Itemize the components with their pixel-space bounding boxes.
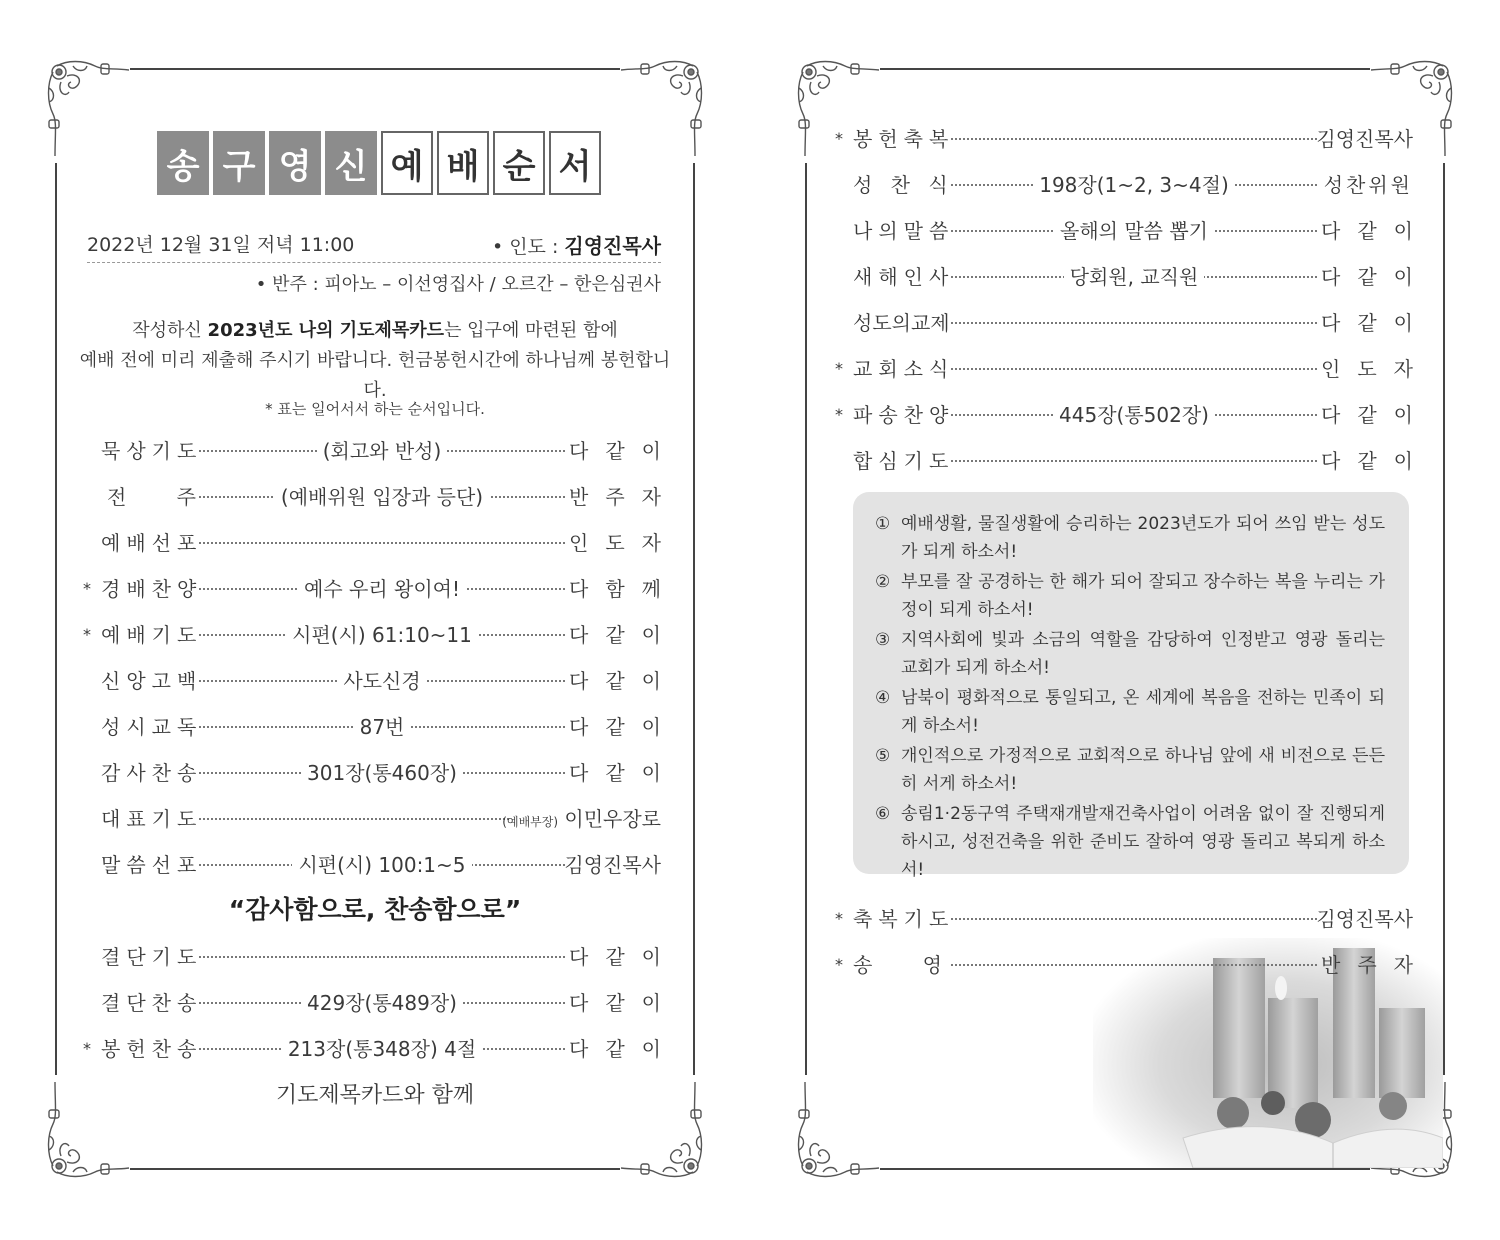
- order-item: [835, 400, 1413, 430]
- order-item: [83, 804, 661, 834]
- dotted-leader: [199, 542, 565, 544]
- by-char: 같: [605, 761, 625, 785]
- prayer-number: ④: [875, 688, 891, 708]
- prayer-item: [875, 800, 1385, 884]
- order-item: [83, 666, 661, 696]
- order-item: [835, 262, 1413, 292]
- order-name: 합심기도: [853, 449, 955, 473]
- prayer-item: [875, 510, 1385, 566]
- standing-mark: *: [835, 909, 843, 928]
- by-char: 다: [569, 715, 589, 739]
- order-by: [1321, 446, 1413, 476]
- frame-line: [880, 1168, 1370, 1170]
- by-char: 이: [641, 439, 661, 463]
- by-char: 함: [605, 577, 625, 601]
- by-char: 자: [641, 485, 661, 509]
- order-item: [835, 950, 1413, 980]
- order-detail-text: 87번: [354, 715, 411, 739]
- order-detail-text: 올해의 말씀 뽑기: [1054, 219, 1214, 243]
- prayer-number: ②: [875, 572, 891, 592]
- order-detail: [199, 988, 565, 1018]
- prayer-item: [875, 684, 1385, 740]
- order-detail: [951, 170, 1317, 200]
- order-item: [835, 216, 1413, 246]
- order-name: 새해인사: [853, 265, 955, 289]
- frame-line: [130, 1168, 620, 1170]
- prayer-item: [875, 626, 1385, 682]
- order-item: [83, 988, 661, 1018]
- by-char: 다: [569, 1037, 589, 1061]
- order-name: 예배기도: [101, 623, 203, 647]
- order-by: [569, 620, 661, 650]
- order-detail: [199, 712, 565, 742]
- order-name: 결단찬송: [101, 991, 203, 1015]
- order-by: [569, 942, 661, 972]
- by-char: 같: [605, 715, 625, 739]
- by-char: 같: [1357, 219, 1377, 243]
- accompaniment: • 반주 : 피아노 – 이선영집사 / 오르간 – 한은심권사: [255, 274, 661, 295]
- by-char: 인: [569, 531, 589, 555]
- by-char: 자: [1393, 357, 1413, 381]
- leader-name: 김영진목사: [564, 234, 661, 258]
- order-item: [83, 758, 661, 788]
- by-char: 반: [1321, 953, 1341, 977]
- by-char: 다: [569, 945, 589, 969]
- order-detail: [951, 216, 1317, 246]
- by-char: 다: [1321, 265, 1341, 289]
- prayer-text: 예배생활, 물질생활에 승리하는 2023년도가 되어 쓰임 받는 성도가 되게 하소서!: [901, 514, 1385, 562]
- order-by: 성찬위원: [1323, 173, 1413, 197]
- standing-mark: *: [835, 405, 843, 424]
- divider: [87, 262, 661, 263]
- order-detail-text: 445장(통502장): [1053, 403, 1215, 427]
- order-name: 감사찬송: [101, 761, 203, 785]
- order-detail-text: 당회원, 교직원: [1064, 265, 1205, 289]
- frame-line: [693, 163, 695, 1075]
- by-char: 이: [641, 715, 661, 739]
- order-by: [569, 712, 661, 742]
- prayer-number: ①: [875, 514, 891, 534]
- prayer-text: 지역사회에 빛과 소금의 역할을 감당하여 인정받고 영광 돌리는 교회가 되게 하소서!: [901, 630, 1385, 678]
- order-detail-text: (예배위원 입장과 등단): [275, 485, 489, 509]
- by-char: 같: [1357, 449, 1377, 473]
- order-name: 경배찬양: [101, 577, 203, 601]
- order-by: [1321, 262, 1413, 292]
- order-by: 김영진목사: [564, 853, 661, 877]
- order-by: [569, 666, 661, 696]
- order-by: [1321, 308, 1413, 338]
- order-detail: [199, 620, 565, 650]
- frame-line: [880, 68, 1370, 70]
- order-name: 송 영: [853, 953, 942, 977]
- by-char: 이: [641, 945, 661, 969]
- by-char: 이: [641, 761, 661, 785]
- by-char: 다: [1321, 219, 1341, 243]
- person-name: 이민우장로: [564, 807, 661, 831]
- dotted-leader: [951, 460, 1317, 462]
- by-char: 같: [1357, 403, 1377, 427]
- dotted-leader: [951, 368, 1317, 370]
- title-char: 송: [157, 131, 209, 195]
- order-name: 성시교독: [101, 715, 203, 739]
- by-char: 이: [641, 991, 661, 1015]
- notice-line: 예배 전에 미리 제출해 주시기 바랍니다. 헌금봉헌시간에 하나님께 봉헌합니다.: [79, 350, 671, 401]
- ornament-corner-icon: [43, 58, 131, 158]
- service-date: 2022년 12월 31일 저녁 11:00: [87, 234, 355, 256]
- order-detail-text: 198장(1~2, 3~4절): [1033, 173, 1235, 197]
- by-char: 이: [1393, 219, 1413, 243]
- title-char: 배: [437, 131, 489, 195]
- order-detail: [199, 666, 565, 696]
- title-char: 영: [269, 131, 321, 195]
- sermon-title: “감사함으로, 찬송함으로”: [228, 895, 522, 924]
- prayer-text: 남북이 평화적으로 통일되고, 온 세계에 복음을 전하는 민족이 되게 하소서!: [901, 688, 1385, 736]
- order-name: 교회소식: [853, 357, 955, 381]
- page-title: [157, 131, 601, 195]
- ornament-corner-icon: [619, 58, 707, 158]
- order-by: [569, 758, 661, 788]
- by-char: 같: [605, 945, 625, 969]
- ornament-corner-icon: [793, 1080, 881, 1180]
- order-name: 신앙고백: [101, 669, 203, 693]
- frame-line: [805, 163, 807, 1075]
- standing-note: * 표는 일어서서 하는 순서입니다.: [265, 400, 485, 418]
- order-detail-text: 시편(시) 61:10~11: [286, 623, 478, 647]
- order-detail: [199, 758, 565, 788]
- order-item: [835, 446, 1413, 476]
- order-by: [1321, 216, 1413, 246]
- order-item: [835, 308, 1413, 338]
- order-by: [569, 1034, 661, 1064]
- dotted-leader: [951, 918, 1317, 920]
- by-char: 다: [569, 669, 589, 693]
- order-detail-text: 213장(통348장) 4절: [282, 1037, 482, 1061]
- order-item: [83, 712, 661, 742]
- by-char: 이: [641, 669, 661, 693]
- order-item: [83, 528, 661, 558]
- frame-line: [55, 163, 57, 1075]
- by-char: 이: [1393, 311, 1413, 335]
- prayer-number: ⑤: [875, 746, 891, 766]
- by-char: 같: [605, 623, 625, 647]
- dotted-leader: [199, 956, 565, 958]
- by-char: 이: [641, 1037, 661, 1061]
- standing-mark: *: [83, 625, 91, 644]
- order-item: [835, 354, 1413, 384]
- order-item: [83, 436, 661, 466]
- order-by: [1321, 400, 1413, 430]
- prayer-topics-box: [853, 492, 1409, 880]
- order-by: [1321, 354, 1413, 384]
- service-info: [87, 230, 661, 260]
- order-by: [569, 574, 661, 604]
- order-name: 성도의교제: [853, 311, 950, 335]
- left-page: [55, 68, 695, 1170]
- order-detail: [951, 262, 1317, 292]
- order-name: 결단기도: [101, 945, 203, 969]
- title-char: 순: [493, 131, 545, 195]
- by-char: 주: [605, 485, 625, 509]
- order-item: [83, 1034, 661, 1064]
- by-char: 다: [569, 761, 589, 785]
- order-item: [835, 124, 1413, 154]
- prayer-text: 개인적으로 가정적으로 교회적으로 하나님 앞에 새 비전으로 든든히 서게 하소서!: [901, 746, 1385, 794]
- order-detail-text: (회고와 반성): [317, 439, 448, 463]
- by-char: 다: [1321, 449, 1341, 473]
- order-by: [569, 988, 661, 1018]
- notice-bold: 2023년도 나의 기도제목카드: [207, 320, 445, 341]
- notice-text: 작성하신: [132, 320, 208, 341]
- by-char: 같: [1357, 311, 1377, 335]
- order-detail: [199, 574, 565, 604]
- dotted-leader: [199, 818, 509, 820]
- by-char: 자: [641, 531, 661, 555]
- order-name: 파송찬양: [853, 403, 955, 427]
- prayer-text: 부모를 잘 공경하는 한 해가 되어 잘되고 장수하는 복을 누리는 가정이 되게 하소서!: [901, 572, 1385, 620]
- by-char: 다: [569, 439, 589, 463]
- order-item: [83, 482, 661, 512]
- order-by: [569, 528, 661, 558]
- prayer-item: [875, 742, 1385, 798]
- order-name: 말씀선포: [101, 853, 203, 877]
- prayer-text: 송림1·2동구역 주택재개발재건축사업이 어려움 없이 잘 진행되게 하시고, 성전건축을 위한 준비도 잘하여 영광 돌리고 복되게 하소서!: [901, 804, 1385, 880]
- order-detail: [951, 400, 1317, 430]
- by-char: 이: [641, 623, 661, 647]
- by-char: 이: [1393, 265, 1413, 289]
- dotted-leader: [951, 138, 1317, 140]
- by-char: 이: [1393, 403, 1413, 427]
- notice-text: 는 입구에 마련된 함에: [444, 320, 618, 341]
- title-char: 구: [213, 131, 265, 195]
- order-detail-text: 301장(통460장): [301, 761, 463, 785]
- order-name: 축복기도: [853, 907, 955, 931]
- order-item: [83, 850, 661, 880]
- order-by: [502, 804, 661, 837]
- dotted-leader: [951, 322, 1317, 324]
- by-char: 도: [605, 531, 625, 555]
- by-char: 다: [569, 577, 589, 601]
- by-char: 께: [641, 577, 661, 601]
- title-char: 예: [381, 131, 433, 195]
- leader-label: • 인도 :: [491, 236, 565, 258]
- standing-mark: *: [835, 129, 843, 148]
- service-leader: [492, 230, 661, 259]
- order-detail-text: 429장(통489장): [301, 991, 463, 1015]
- order-item: [83, 942, 661, 972]
- by-char: 이: [1393, 449, 1413, 473]
- title-char: 서: [549, 131, 601, 195]
- notice-line: [75, 316, 675, 346]
- by-char: 반: [569, 485, 589, 509]
- title-char: 신: [325, 131, 377, 195]
- standing-mark: *: [83, 579, 91, 598]
- by-char: 다: [569, 623, 589, 647]
- by-char: 도: [1357, 357, 1377, 381]
- by-char: 주: [1357, 953, 1377, 977]
- order-by: [569, 482, 661, 512]
- prayer-number: ⑥: [875, 804, 891, 824]
- right-page: [805, 68, 1445, 1170]
- order-name: 예배선포: [101, 531, 203, 555]
- by-char: 다: [1321, 403, 1341, 427]
- by-char: 같: [1357, 265, 1377, 289]
- by-char: 같: [605, 669, 625, 693]
- order-item: [83, 620, 661, 650]
- order-item: [83, 574, 661, 604]
- notice: [75, 316, 675, 406]
- order-detail: [199, 1034, 565, 1064]
- order-name: 묵상기도: [101, 439, 203, 463]
- prayer-item: [875, 568, 1385, 624]
- order-name: 나의말씀: [853, 219, 955, 243]
- order-detail-text: 예수 우리 왕이여!: [298, 577, 466, 601]
- order-item: [835, 170, 1413, 200]
- by-char: 같: [605, 1037, 625, 1061]
- frame-line: [130, 68, 620, 70]
- prayer-number: ③: [875, 630, 891, 650]
- by-char: 다: [1321, 311, 1341, 335]
- frame-line: [1443, 163, 1445, 1075]
- order-detail: [199, 482, 565, 512]
- order-by: [1321, 950, 1413, 980]
- order-name: 봉헌찬송: [101, 1037, 203, 1061]
- order-detail-text: 시편(시) 100:1~5: [292, 853, 471, 877]
- by-char: 같: [605, 991, 625, 1015]
- dotted-leader: [951, 964, 1317, 966]
- closing-text: 기도제목카드와 함께: [275, 1083, 475, 1108]
- by-char: 같: [605, 439, 625, 463]
- standing-mark: *: [835, 359, 843, 378]
- order-by: [569, 436, 661, 466]
- order-name: 봉헌축복: [853, 127, 955, 151]
- order-name: 전 주: [107, 485, 196, 509]
- standing-mark: *: [83, 1039, 91, 1058]
- order-detail: [199, 436, 565, 466]
- by-char: 인: [1321, 357, 1341, 381]
- standing-mark: *: [835, 955, 843, 974]
- order-detail: [199, 850, 565, 880]
- role-label: (예배부장): [502, 815, 559, 829]
- by-char: 다: [569, 991, 589, 1015]
- order-by: 김영진목사: [1316, 907, 1413, 931]
- order-name: 성 찬 식: [853, 173, 954, 197]
- by-char: 자: [1393, 953, 1413, 977]
- order-name: 대표기도: [101, 807, 203, 831]
- order-detail-text: 사도신경: [337, 669, 426, 693]
- order-item: [835, 904, 1413, 934]
- order-by: 김영진목사: [1316, 127, 1413, 151]
